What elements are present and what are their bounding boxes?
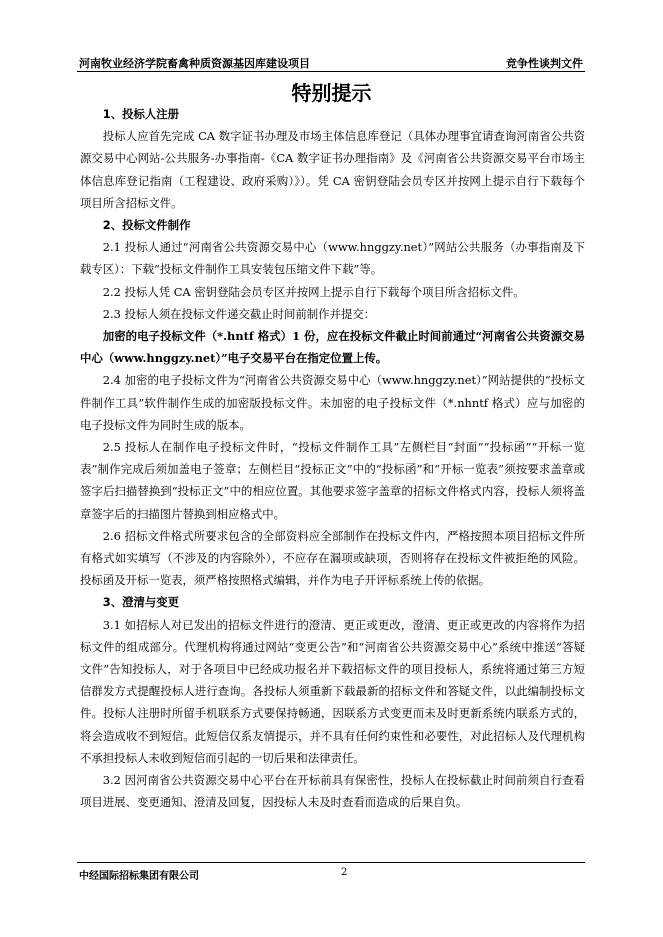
- page-number: 2: [341, 867, 348, 878]
- document-body: [80, 103, 585, 814]
- page-header: [77, 51, 585, 72]
- paragraph: 3.1 如招标人对已发出的招标文件进行的澄清、更正或更改，澄清、更正或更改的内容将作为招标文件的组成部分。代理机构将通过网站“变更公告”和“河南省公共资源交易中心”系统中推送“答疑文件”告知投标人，对于各项目中已经成功报名并下载招标文件的项目投标人，系统将通过第三方短信群发方式提醒投标人进行查询。各投标人须重新下载最新的招标文件和答疑文件，以此编制投标文件。投标人注册时所留手机联系方式要保持畅通，因联系方式变更而未及时更新系统内联系方式的，将会造成收不到短信。此短信仅系友情提示，并不具有任何约束性和必要性，对此招标人及代理机构不承担投标人未收到短信而引起的一切后果和法律责任。: [80, 617, 585, 765]
- page-title: 特别提示: [291, 81, 372, 105]
- section-heading: 1、投标人注册: [102, 107, 180, 121]
- footer-company: 中经国际招标集团有限公司: [79, 871, 199, 882]
- paragraph: 2.4 加密的电子投标文件为“河南省公共资源交易中心（www.hnggzy.net）”网站提供的“投标文件制作工具”软件制作生成的加密版投标文件。未加密的电子投标文件（*.nhntf 格式）应与加密的电子投标文件为同时生成的版本。: [80, 373, 585, 432]
- paragraph: 2.1 投标人通过“河南省公共资源交易中心（www.hnggzy.net）”网站公共服务（办事指南及下载专区）：下载“投标文件制作工具安装包压缩文件下载”等。: [80, 240, 585, 277]
- paragraph: 2.2 投标人凭 CA 密钥登陆会员专区并按网上提示自行下载每个项目所含招标文件。: [102, 284, 525, 299]
- bold-paragraph: 加密的电子投标文件（*.hntf 格式）1 份，应在投标文件截止时间前通过“河南省公共资源交易中心（www.hnggzy.net）”电子交易平台在指定位置上传。: [80, 329, 585, 366]
- section-heading: 2、投标文件制作: [102, 218, 191, 233]
- paragraph: 2.6 招标文件格式所要求包含的全部资料应全部制作在投标文件内，严格按照本项目招标文件所有格式如实填写（不涉及的内容除外），不应存在漏项或缺项，否则将存在投标文件被拒绝的风险。投标函及开标一览表，须严格按照格式编辑，并作为电子开评标系统上传的依据。: [80, 528, 585, 588]
- header-doc-type: 竞争性谈判文件: [506, 57, 583, 70]
- paragraph: 投标人应首先完成 CA 数字证书办理及市场主体信息库登记（具体办理事宜请查询河南省公共资源交易中心网站-公共服务-办事指南-《CA 数字证书办理指南》及《河南省公共资源交易平台市场主体信息库登记指南（工程建设、政府采购）》）。凭 CA 密钥登陆会员专区并按网上提示自行下载每个项目所含招标文件。: [80, 129, 585, 210]
- paragraph: 3.2 因河南省公共资源交易中心平台在开标前具有保密性，投标人在投标截止时间前须自行查看项目进展、变更通知、澄清及回复，因投标人未及时查看而造成的后果自负。: [80, 773, 585, 810]
- paragraph: 2.3 投标人须在投标文件递交截止时间前制作并提交：: [102, 306, 376, 321]
- paragraph: 2.5 投标人在制作电子投标文件时，“投标文件制作工具”左侧栏目“封面”“投标函”“开标一览表”制作完成后须加盖电子签章；左侧栏目“投标正文”中的“投标函”和“开标一览表”须按要求盖章或签字后扫描替换到“投标正文”中的相应位置。其他要求签字盖章的招标文件格式内容，投标人须将盖章签字后的扫描图片替换到相应格式中。: [80, 440, 585, 521]
- section-heading: 3、澄清与变更: [102, 595, 180, 610]
- header-project-name: 河南牧业经济学院畜禽种质资源基因库建设项目: [79, 57, 310, 70]
- page-footer: [77, 862, 585, 883]
